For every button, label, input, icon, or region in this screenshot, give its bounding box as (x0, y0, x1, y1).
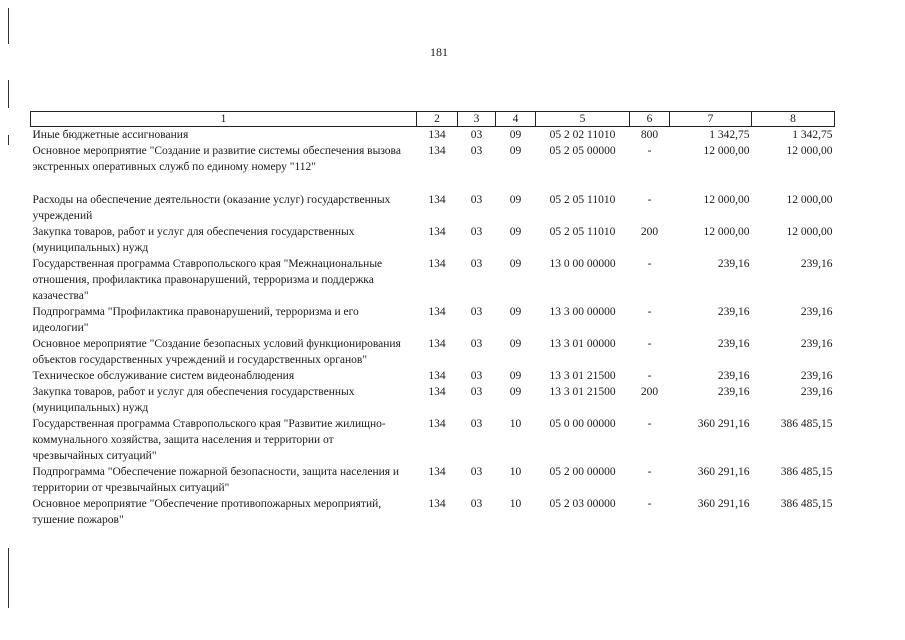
table-row (31, 304, 835, 336)
row-name: Государственная программа Ставропольского края "Развитие жилищно-коммунального хозяйства, защита населения и территории от чрезвычайных ситуаций" (32, 418, 386, 462)
row-name: Основное мероприятие "Создание и развитие системы обеспечения вызова экстренных оперативных служб по единому номеру "112" (32, 145, 401, 173)
row-ministry-code: 134 (428, 370, 446, 382)
row-amount-col7: 239,16 (717, 338, 750, 350)
table-row (31, 464, 835, 496)
row-ministry-code: 134 (428, 418, 446, 430)
column-header: 1 (31, 112, 417, 127)
row-expense-type: - (647, 306, 652, 318)
row-name: Подпрограмма "Обеспечение пожарной безопасности, защита населения и территории от чрезвычайных ситуаций" (32, 466, 400, 494)
row-amount-col7: 12 000,00 (703, 226, 750, 238)
row-section-code: 03 (470, 129, 483, 141)
row-subsection-code: 09 (509, 306, 522, 318)
column-header: 5 (536, 112, 630, 127)
row-amount-col8: 239,16 (800, 338, 833, 350)
table-row (31, 416, 835, 464)
row-section-code: 03 (470, 386, 483, 398)
row-ministry-code: 134 (428, 258, 446, 270)
table-row (31, 256, 835, 304)
row-section-code: 03 (470, 145, 483, 157)
column-header: 3 (458, 112, 496, 127)
row-name: Расходы на обеспечение деятельности (оказание услуг) государственных учреждений (32, 194, 391, 222)
row-subsection-code: 10 (509, 498, 522, 510)
row-amount-col7: 239,16 (717, 258, 750, 270)
row-ministry-code: 134 (428, 386, 446, 398)
row-amount-col7: 239,16 (717, 386, 750, 398)
row-target-article: 05 2 05 11010 (549, 194, 616, 206)
row-amount-col7: 12 000,00 (703, 145, 750, 157)
row-amount-col7: 239,16 (717, 306, 750, 318)
row-target-article: 13 0 00 00000 (549, 258, 616, 270)
row-expense-type: - (647, 258, 652, 270)
row-section-code: 03 (470, 226, 483, 238)
row-target-article: 05 0 00 00000 (549, 418, 616, 430)
row-ministry-code: 134 (428, 498, 446, 510)
column-header: 6 (630, 112, 670, 127)
row-name: Закупка товаров, работ и услуг для обеспечения государственных (муниципальных) нужд (32, 386, 355, 414)
scan-margin-mark (8, 548, 9, 608)
column-header: 8 (752, 112, 835, 127)
row-target-article: 05 2 03 00000 (549, 498, 616, 510)
row-subsection-code: 10 (509, 418, 522, 430)
row-amount-col7: 360 291,16 (697, 418, 750, 430)
row-target-article: 05 2 00 00000 (549, 466, 616, 478)
row-name: Иные бюджетные ассигнования (32, 129, 189, 141)
row-target-article: 13 3 01 21500 (549, 386, 616, 398)
row-ministry-code: 134 (428, 306, 446, 318)
row-subsection-code: 09 (509, 129, 522, 141)
row-ministry-code: 134 (428, 338, 446, 350)
row-amount-col8: 12 000,00 (786, 226, 833, 238)
table-row (31, 336, 835, 368)
row-subsection-code: 09 (509, 386, 522, 398)
row-subsection-code: 09 (509, 145, 522, 157)
row-expense-type: - (647, 338, 652, 350)
table-row (31, 192, 835, 224)
row-expense-type: 800 (640, 129, 659, 141)
row-name: Закупка товаров, работ и услуг для обеспечения государственных (муниципальных) нужд (32, 226, 355, 254)
row-subsection-code: 10 (509, 466, 522, 478)
row-amount-col8: 239,16 (800, 370, 833, 382)
row-target-article: 13 3 01 21500 (549, 370, 616, 382)
scan-margin-mark (8, 135, 9, 145)
row-amount-col8: 239,16 (800, 386, 833, 398)
row-expense-type: - (647, 145, 652, 157)
row-name: Основное мероприятие "Создание безопасных условий функционирования объектов государственных учреждений и государственных органов" (32, 338, 401, 366)
row-expense-type: 200 (640, 226, 659, 238)
row-ministry-code: 134 (428, 226, 446, 238)
row-subsection-code: 09 (509, 338, 522, 350)
row-amount-col8: 239,16 (800, 306, 833, 318)
row-expense-type: - (647, 370, 652, 382)
row-target-article: 05 2 02 11010 (549, 129, 616, 141)
table-row (31, 368, 835, 384)
row-section-code: 03 (470, 498, 483, 510)
row-section-code: 03 (470, 258, 483, 270)
row-ministry-code: 134 (428, 145, 446, 157)
row-ministry-code: 134 (428, 129, 446, 141)
column-header: 7 (670, 112, 752, 127)
page-number: 181 (430, 45, 448, 59)
row-amount-col7: 1 342,75 (709, 129, 750, 141)
row-subsection-code: 09 (509, 258, 522, 270)
scan-margin-mark (8, 8, 9, 44)
table-row (31, 127, 835, 144)
column-header: 4 (496, 112, 536, 127)
table-row (31, 384, 835, 416)
row-expense-type: - (647, 498, 652, 510)
row-ministry-code: 134 (428, 194, 446, 206)
table-row (31, 224, 835, 256)
row-section-code: 03 (470, 306, 483, 318)
budget-table (30, 111, 835, 528)
row-section-code: 03 (470, 466, 483, 478)
row-subsection-code: 09 (509, 194, 522, 206)
row-section-code: 03 (470, 338, 483, 350)
row-section-code: 03 (470, 418, 483, 430)
table-row (31, 143, 835, 192)
row-amount-col7: 12 000,00 (703, 194, 750, 206)
row-amount-col8: 12 000,00 (786, 145, 833, 157)
row-expense-type: - (647, 466, 652, 478)
scan-margin-mark (8, 80, 9, 108)
row-expense-type: 200 (640, 386, 659, 398)
row-amount-col7: 239,16 (717, 370, 750, 382)
row-amount-col7: 360 291,16 (697, 466, 750, 478)
row-name: Подпрограмма "Профилактика правонарушений, терроризма и его идеологии" (32, 306, 359, 334)
row-expense-type: - (647, 418, 652, 430)
row-expense-type: - (647, 194, 652, 206)
row-target-article: 05 2 05 00000 (549, 145, 616, 157)
row-subsection-code: 09 (509, 226, 522, 238)
column-header: 2 (417, 112, 458, 127)
row-amount-col8: 239,16 (800, 258, 833, 270)
row-amount-col8: 1 342,75 (792, 129, 833, 141)
row-ministry-code: 134 (428, 466, 446, 478)
row-target-article: 13 3 00 00000 (549, 306, 616, 318)
row-section-code: 03 (470, 370, 483, 382)
row-section-code: 03 (470, 194, 483, 206)
row-name: Техническое обслуживание систем видеонаблюдения (32, 370, 295, 382)
table-row (31, 496, 835, 528)
row-amount-col7: 360 291,16 (697, 498, 750, 510)
row-name: Государственная программа Ставропольского края "Межнациональные отношения, профилактика правонарушений, терроризма и поддержка казачества" (32, 258, 383, 302)
row-amount-col8: 12 000,00 (786, 194, 833, 206)
row-subsection-code: 09 (509, 370, 522, 382)
row-amount-col8: 386 485,15 (780, 466, 833, 478)
row-target-article: 05 2 05 11010 (549, 226, 616, 238)
row-amount-col8: 386 485,15 (780, 498, 833, 510)
row-amount-col8: 386 485,15 (780, 418, 833, 430)
header-row (31, 112, 835, 127)
row-name: Основное мероприятие "Обеспечение противопожарных мероприятий, тушение пожаров" (32, 498, 382, 526)
row-target-article: 13 3 01 00000 (549, 338, 616, 350)
